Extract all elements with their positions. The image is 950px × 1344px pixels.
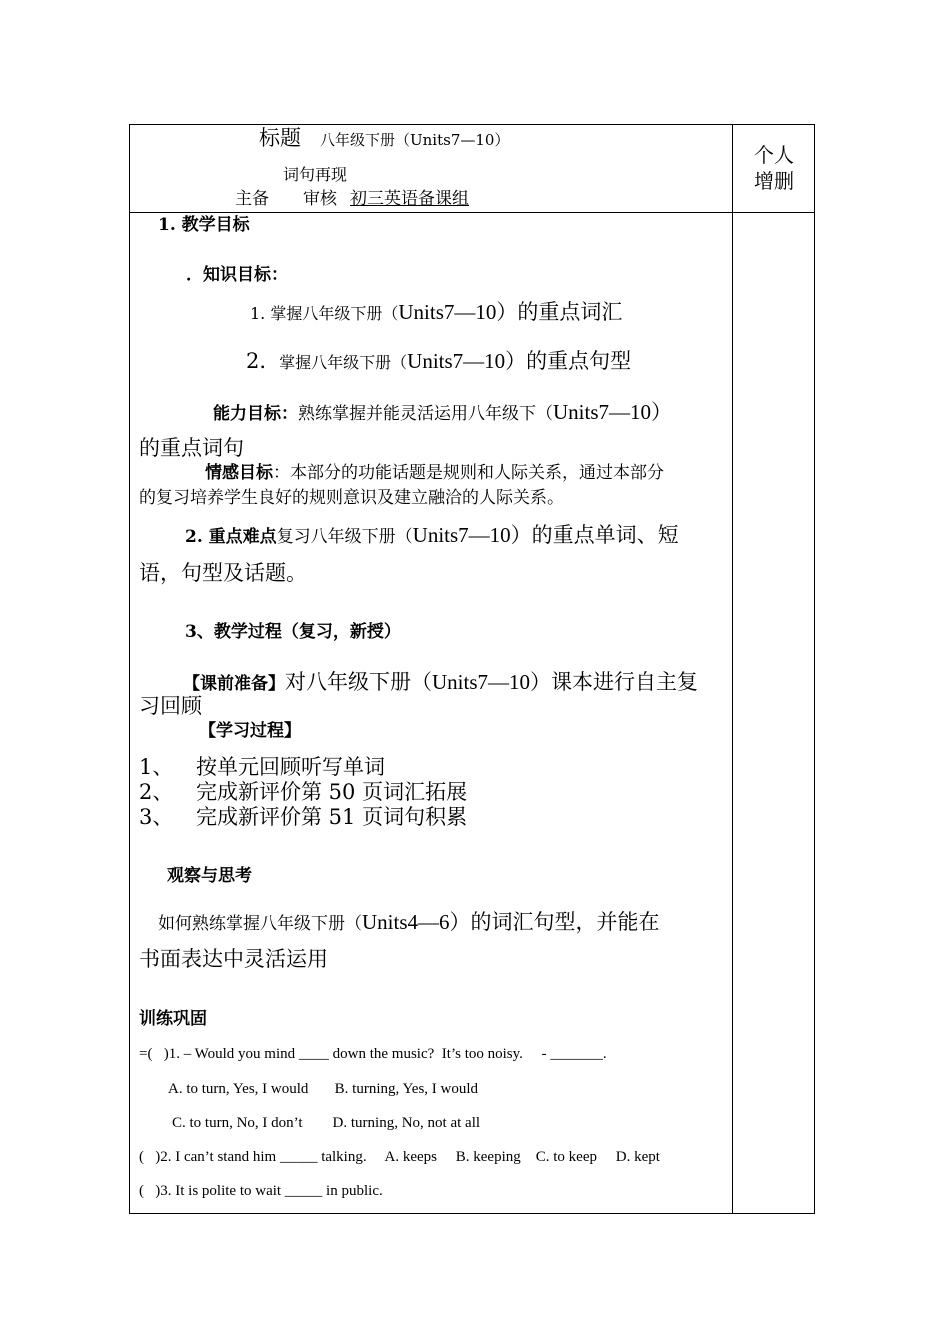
prep-text-line2: 习回顾 [139,694,202,718]
goals-heading: 1. 教学目标 [158,215,250,235]
personal-edit-label: 个人增删 [754,143,794,193]
step-2-num: 2、 [139,780,174,804]
knowledge-item-2 [246,349,631,373]
key-points [185,523,679,548]
knowledge-item-1-prefix: 1. 掌握八年级下册（ [250,304,399,323]
knowledge-heading: ．知识目标： [186,265,288,285]
host-label: 主备 [235,189,269,209]
subtitle: 词句再现 [283,165,348,184]
knowledge-item-2-text: Units7—10）的重点句型 [407,349,632,373]
question-1-options-cd: C. to turn, No, I don’t D. turning, No, not at all [172,1115,481,1131]
observe-text [158,910,660,935]
emotion-label: 情感目标 [205,463,273,483]
prep-text: 对八年级下册（Units7—10）课本进行自主复 [285,670,699,694]
prep-label: 【课前准备】 [183,674,285,694]
knowledge-item-1-text: Units7—10）的重点词汇 [398,300,623,324]
step-2-text: 完成新评价第 50 页词汇拓展 [196,780,468,804]
review-label: 审核 [303,189,337,209]
key-points-text: Units7—10）的重点单词、短 [412,523,679,547]
title-value: 八年级下册（Units7—10） [320,131,510,149]
review-value: 初三英语备课组 [350,189,469,209]
header-divider [129,212,815,213]
step-1-text: 按单元回顾听写单词 [196,755,385,779]
knowledge-item-2-num: 2. [246,349,267,373]
ability-text-units: Units7—10） [553,400,673,424]
step-1-num: 1、 [139,755,174,779]
title-label: 标题 [259,126,301,150]
key-points-prefix: 复习八年级下册（ [276,527,413,547]
practice-heading: 训练巩固 [139,1009,207,1029]
personal-edit-column-header [733,142,815,194]
key-points-label: 2. 重点难点 [185,527,277,547]
column-divider [732,124,733,1214]
ability-text-line2: 的重点词句 [139,436,244,460]
study-label: 【学习过程】 [199,721,301,741]
ability-text: 熟练掌握并能灵活运用八年级下（ [298,404,553,424]
process-heading: 3、教学过程（复习，新授） [185,622,401,642]
step-3-num: 3、 [139,805,174,829]
emotion-goal [205,464,664,484]
question-2: ( )2. I can’t stand him _____ talking. A. keeps B. keeping C. to keep D. kept [139,1149,660,1165]
emotion-text-line2: 的复习培养学生良好的规则意识及建立融洽的人际关系。 [139,488,564,508]
observe-text-prefix: 如何熟练掌握八年级下册（ [158,914,362,934]
question-1: =( )1. – Would you mind ____ down the music? It’s too noisy. - _______. [139,1046,607,1062]
observe-text-line2: 书面表达中灵活运用 [139,947,328,971]
emotion-text: ：本部分的功能话题是规则和人际关系，通过本部分 [273,463,664,483]
step-3-text: 完成新评价第 51 页词句积累 [196,805,468,829]
knowledge-item-1 [250,300,622,324]
question-3: ( )3. It is polite to wait _____ in public. [139,1183,383,1199]
prep-section [183,670,698,695]
knowledge-item-2-prefix: 掌握八年级下册（ [279,353,408,372]
ability-goal [213,400,672,425]
question-1-options-ab: A. to turn, Yes, I would B. turning, Yes, I would [168,1081,479,1097]
observe-text-units: Units4—6）的词汇句型，并能在 [362,910,660,934]
observe-heading: 观察与思考 [167,866,252,886]
key-points-line2: 语，句型及话题。 [139,561,307,585]
ability-label: 能力目标： [213,404,298,424]
